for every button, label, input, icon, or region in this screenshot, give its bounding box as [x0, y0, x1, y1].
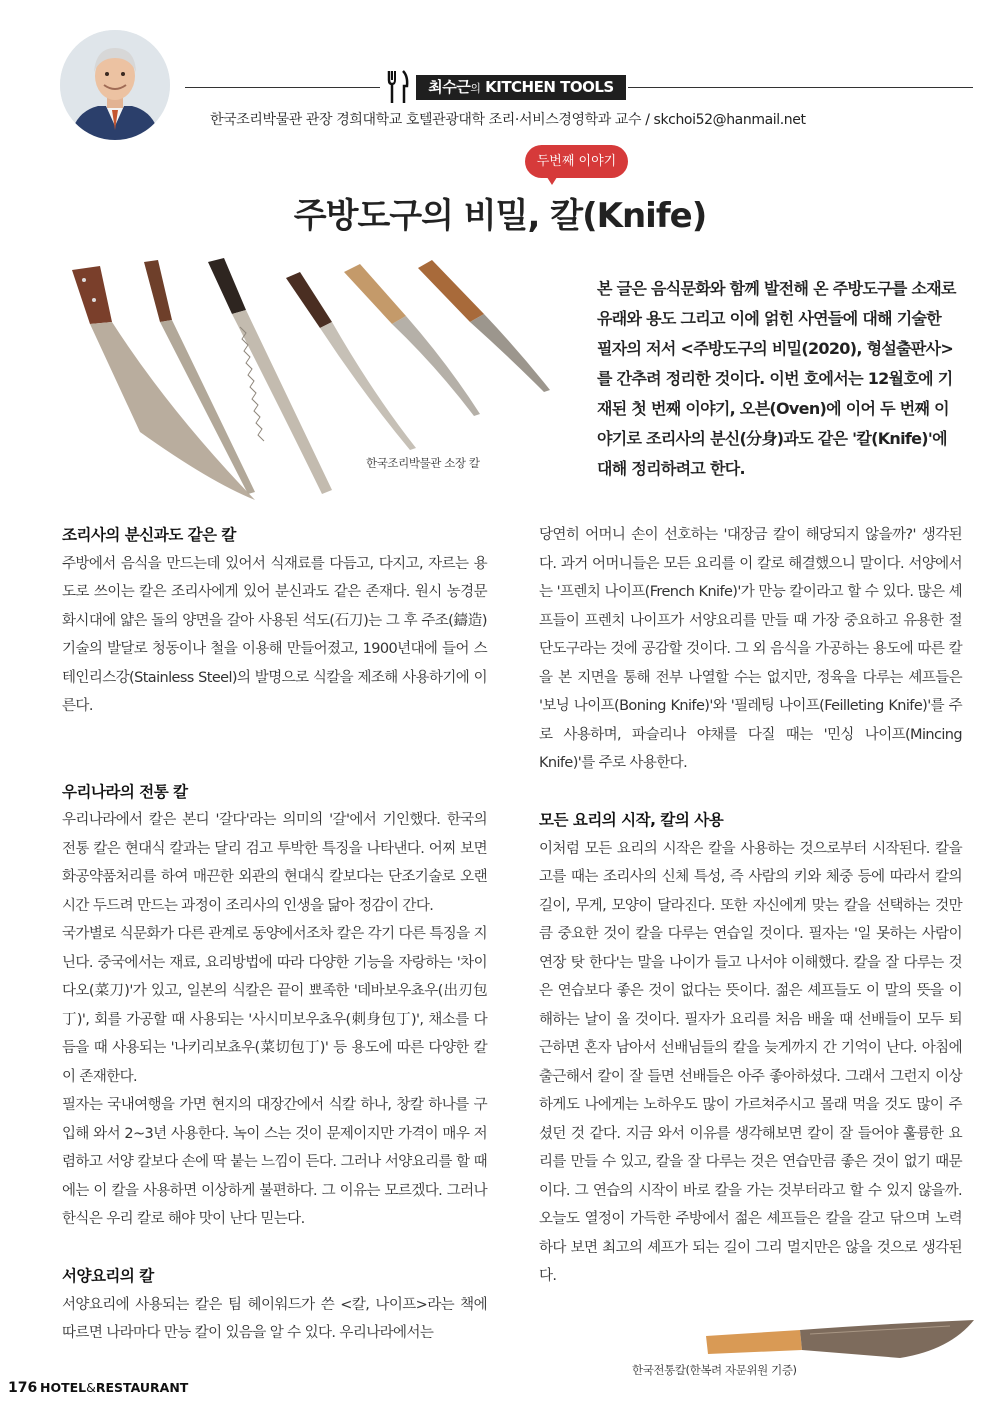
bubble-tail — [545, 174, 559, 185]
body-paragraph: 우리나라에서 칼은 본디 '갈다'라는 의미의 '갈'에서 기인했다. 한국의 전통 칼은 현대식 칼과는 달리 검고 투박한 특징을 나타낸다. 어찌 보면 화공약품처리를 하여 매끈한 외관의 현대식 칼보다는 단조기술로 오랜 시간 두드려 만드는 과정이 조리사의 인생을 닮아 정감이 간다. — [62, 812, 487, 914]
knife-4-icon — [286, 272, 416, 450]
body-paragraph: 서양요리에 사용되는 칼은 팀 헤이워드가 쓴 <칼, 나이프>라는 책에 따르면 나라마다 만능 칼이 있음을 알 수 있다. 우리나라에서는 — [62, 1296, 487, 1341]
author-portrait-icon — [60, 30, 170, 140]
photo-caption: 한국조리박물관 소장 칼 — [366, 456, 480, 470]
magazine-name — [40, 1380, 188, 1395]
section-heading: 서양요리의 칼 — [62, 1267, 154, 1285]
knife-collection-photo — [60, 252, 560, 512]
author-avatar — [60, 30, 170, 140]
traditional-knife-photo — [700, 1320, 980, 1368]
body-paragraph: 주방에서 음식을 만드는데 있어서 식재료를 다듬고, 다지고, 자르는 용도로 쓰이는 칼은 조리사에게 있어 분신과도 같은 존재다. 원시 농경문화시대에 얇은 돌의 양면을 갈아 사용된 석도(石刀)는 그 후 주조(鑄造)기술의 발달로 청동이나 철을 이용해 만들어졌고, 1900년대에 들어 스테인리스강(Stainless Steel)의 발명으로 식칼을 제조해 사용하기에 이른다. — [62, 555, 487, 714]
magazine-name-hotel: HOTEL — [40, 1380, 87, 1395]
badge-particle: 의 — [470, 82, 481, 95]
page-number: 176 — [8, 1380, 38, 1396]
header-rule-left — [185, 87, 380, 88]
badge-series: KITCHEN TOOLS — [485, 78, 614, 96]
right-column — [539, 521, 962, 1291]
left-column — [62, 521, 487, 1348]
badge-author: 최수근 — [428, 78, 471, 96]
header-rule-right — [628, 87, 973, 88]
magazine-name-restaurant: RESTAURANT — [95, 1380, 189, 1395]
section-heading: 모든 요리의 시작, 칼의 사용 — [539, 811, 724, 829]
article-title: 주방도구의 비밀, 칼(Knife) — [293, 196, 707, 236]
body-paragraph: 필자는 국내여행을 가면 현지의 대장간에서 식칼 하나, 창칼 하나를 구입해 와서 2~3년 사용한다. 녹이 스는 것이 문제이지만 가격이 매우 저렴하고 서양 칼보다 손에 딱 붙는 느낌이 든다. 그러나 서양요리를 할 때에는 이 칼을 사용하면 이상하게 불편하다. 그 이유는 모르겠다. 그러나 한식은 우리 칼로 해야 맛이 난다 믿는다. — [62, 1097, 487, 1227]
cutlery-icon — [386, 70, 410, 104]
intro-paragraph: 본 글은 음식문화와 함께 발전해 온 주방도구를 소재로 유래와 용도 그리고 이에 얽힌 사연들에 대해 기술한 필자의 저서 <주방도구의 비밀(2020), 형설출판사>를 간추려 정리한 것이다. 이번 호에서는 12월호에 기재된 첫 번째 이야기, 오븐(Oven)에 이어 두 번째 이야기로 조리사의 분신(分身)과도 같은 '칼(Knife)'에 대해 정리하려고 한다. — [597, 279, 956, 478]
body-paragraph: 당연히 어머니 손이 선호하는 '대장금 칼이 해당되지 않을까?' 생각된다. 과거 어머니들은 모든 요리를 이 칼로 해결했으니 말이다. 서양에서는 '프렌치 나이프(French Knife)'가 만능 칼이라고 할 수 있다. 많은 셰프들이 프렌치 나이프가 서양요리를 만들 때 가장 중요하고 유용한 절단도구라는 것에 공감할 것이다. 그 외 음식을 가공하는 용도에 따른 칼을 본 지면을 통해 전부 나열할 수는 없지만, 정육을 다루는 셰프들은 '보닝 나이프(Boning Knife)'와 '필레팅 나이프(Feilleting Knife)'를 주로 사용하며, 파슬리나 야채를 다질 때는 '민싱 나이프(Mincing Knife)'를 주로 사용한다. — [539, 527, 962, 771]
knife-5-icon — [344, 264, 480, 416]
section-heading: 조리사의 분신과도 같은 칼 — [62, 526, 236, 544]
traditional-knife-icon — [700, 1320, 980, 1368]
magazine-ampersand: & — [86, 1380, 96, 1395]
section-heading: 우리나라의 전통 칼 — [62, 782, 188, 801]
body-paragraph: 국가별로 식문화가 다른 관계로 동양에서조차 칼은 각기 다른 특징을 지닌다. 중국에서는 재료, 요리방법에 따라 다양한 기능을 자랑하는 '차이다오(菜刀)'가 있고, 일본의 식칼은 끝이 뾰족한 '데바보우쵸우(出刃包丁)', 회를 가공할 때 사용되는 '사시미보우쵸우(刺身包丁)', 채소를 다듬을 때 사용되는 '나키리보쵸우(菜切包丁)' 등 용도에 따른 다양한 칼이 존재한다. — [62, 926, 487, 1085]
series-badge — [416, 75, 626, 100]
knife-caption: 한국전통칼(한복려 자문위원 기증) — [632, 1363, 797, 1377]
author-byline: 한국조리박물관 관장 경희대학교 호텔관광대학 조리·서비스경영학과 교수 / skchoi52@hanmail.net — [210, 112, 806, 128]
body-paragraph: 이처럼 모든 요리의 시작은 칼을 사용하는 것으로부터 시작된다. 칼을 고를 때는 조리사의 신체 특성, 즉 사람의 키와 체중 등에 따라서 칼의 길이, 무게, 모양이 달라진다. 또한 자신에게 맞는 칼을 선택하는 것만큼 중요한 것이 칼을 다루는 연습일 것이다. 필자는 '일 못하는 사람이 연장 탓 한다'는 말을 나이가 들고 나서야 이해했다. 칼을 잘 다루는 것은 연습보다 좋은 것이 없다는 뜻이다. 젊은 셰프들도 이 말의 뜻을 이해하는 날이 올 것이다. 필자가 요리를 처음 배울 때 선배들이 모두 퇴근하면 혼자 남아서 선배님들의 칼을 늦게까지 간 기억이 난다. 아침에 출근해서 칼이 잘 들면 선배들은 아주 좋아하셨다. 그래서 그런지 이상하게도 나에게는 노하우도 많이 가르쳐주시고 몰래 먹을 것도 많이 주셨던 것 같다. 지금 와서 이유를 생각해보면 칼이 잘 들어야 훌륭한 요리를 만들 수 있고, 칼을 잘 다루는 것은 연습만큼 좋은 것이 없기 때문이다. 그 연습의 시작이 바로 칼을 가는 것부터라고 할 수 있지 않을까. 오늘도 열정이 가득한 주방에서 젊은 셰프들은 칼을 갈고 닦으며 노력하다 보면 최고의 셰프가 되는 길이 그리 멀지만은 않을 것으로 생각된다. — [539, 840, 962, 1284]
episode-bubble: 두번째 이야기 — [525, 145, 628, 178]
knife-6-icon — [418, 260, 550, 392]
